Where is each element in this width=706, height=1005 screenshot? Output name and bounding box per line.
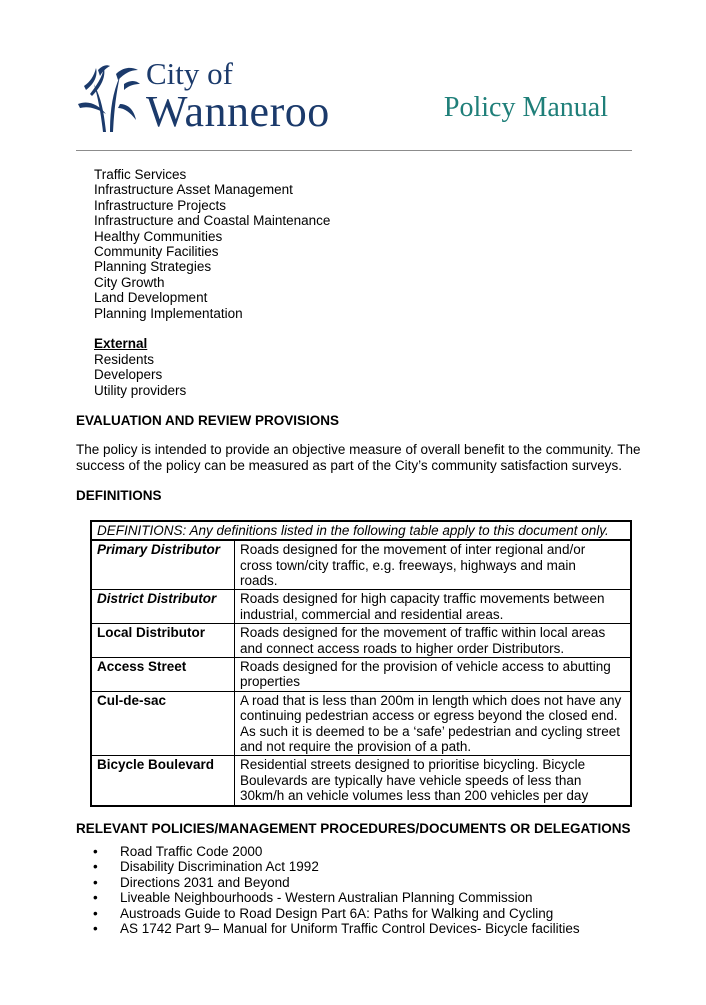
list-item: Traffic Services [94, 167, 187, 182]
list-item: • AS 1742 Part 9– Manual for Uniform Traffic Control Devices- Bicycle facilities [76, 921, 632, 936]
definition-line: and not require the provision of a path. [240, 738, 472, 754]
external-heading: External [94, 336, 148, 352]
definition-line: As such it is deemed to be a ‘safe’ pedestrian and cycling street [240, 723, 620, 739]
definition-line: Roads designed for high capacity traffic movements between [240, 591, 605, 607]
list-item: Infrastructure Projects [94, 197, 227, 213]
definition-line: roads. [240, 572, 278, 588]
evaluation-heading: EVALUATION AND REVIEW PROVISIONS [76, 413, 340, 429]
definition-term: Primary Distributor [91, 540, 235, 590]
relevant-policies-list [76, 844, 632, 936]
table-row [91, 590, 631, 624]
list-item: Planning Implementation [94, 305, 243, 321]
definition-line: Roads designed for the movement of inter regional and/or [240, 542, 586, 558]
definition-description [235, 624, 632, 658]
header-divider [76, 150, 632, 151]
definitions-heading: DEFINITIONS [76, 488, 162, 504]
relevant-policies-heading: RELEVANT POLICIES/MANAGEMENT PROCEDURES/DOCUMENTS OR DELEGATIONS [76, 820, 631, 836]
definition-term: Bicycle Boulevard [91, 756, 235, 806]
definition-description [235, 657, 632, 691]
definition-term: Access Street [91, 657, 235, 691]
definition-description [235, 540, 632, 590]
table-row [91, 691, 631, 756]
evaluation-line: success of the policy can be measured as part of the City’s community satisfaction surveys. [76, 457, 622, 473]
definitions-caption: DEFINITIONS: Any definitions listed in the following table apply to this document only. [91, 521, 631, 540]
definition-line: Boulevards are typically have vehicle speeds of less than [240, 772, 582, 788]
logo-text-city-of: City of [146, 56, 233, 91]
evaluation-paragraph [76, 442, 641, 473]
list-item: Infrastructure and Coastal Maintenance [94, 213, 331, 229]
definition-line: Roads designed for the movement of traffic within local areas [240, 625, 606, 641]
document-body [76, 167, 641, 937]
table-row [91, 540, 631, 590]
table-row [91, 756, 631, 806]
definition-description [235, 756, 632, 806]
table-row [91, 657, 631, 691]
definition-line: industrial, commercial and residential areas. [240, 606, 504, 622]
definition-line: A road that is less than 200m in length which does not have any [240, 692, 622, 708]
list-item: Healthy Communities [94, 228, 223, 244]
wanneroo-flower-icon [76, 64, 142, 134]
evaluation-line: The policy is intended to provide an objective measure of overall benefit to the community. The [76, 442, 641, 458]
page-header [0, 0, 706, 152]
list-item: Residents [94, 351, 155, 367]
list-item: Community Facilities [94, 244, 219, 260]
definition-description [235, 691, 632, 756]
list-item: Land Development [94, 290, 208, 306]
definition-description [235, 590, 632, 624]
definition-line: continuing pedestrian access or egress beyond the closed end. [240, 708, 618, 724]
list-item: Utility providers [94, 382, 187, 398]
list-item: • Austroads Guide to Road Design Part 6A: Paths for Walking and Cycling [76, 906, 632, 921]
definition-line: Residential streets designed to prioritise bicycling. Bicycle [240, 757, 586, 773]
document-title: Policy Manual [443, 92, 608, 123]
definition-term: Cul-de-sac [91, 691, 235, 756]
definition-line: properties [240, 674, 301, 690]
list-item: Planning Strategies [94, 259, 212, 275]
definition-line: Roads designed for the provision of vehicle access to abutting [240, 658, 611, 674]
city-logo [76, 56, 330, 140]
list-item: • Liveable Neighbourhoods - Western Australian Planning Commission [76, 890, 632, 905]
list-item: Infrastructure Asset Management [94, 182, 293, 198]
logo-text-wanneroo: Wanneroo [146, 87, 330, 136]
list-item: • Directions 2031 and Beyond [76, 875, 632, 890]
table-row [91, 624, 631, 658]
list-item: • Road Traffic Code 2000 [76, 844, 632, 859]
list-item: City Growth [94, 274, 165, 290]
list-item: • Disability Discrimination Act 1992 [76, 859, 632, 874]
definition-line: and connect access roads to higher order Distributors. [240, 640, 565, 656]
definition-line: 30km/h an vehicle volumes less than 200 vehicles per day [240, 788, 589, 804]
definition-term: District Distributor [91, 590, 235, 624]
definition-term: Local Distributor [91, 624, 235, 658]
internal-stakeholders-list [76, 167, 632, 398]
definitions-table [90, 520, 632, 807]
list-item: Developers [94, 367, 163, 383]
definition-line: cross town/city traffic, e.g. freeways, highways and main [240, 557, 576, 573]
